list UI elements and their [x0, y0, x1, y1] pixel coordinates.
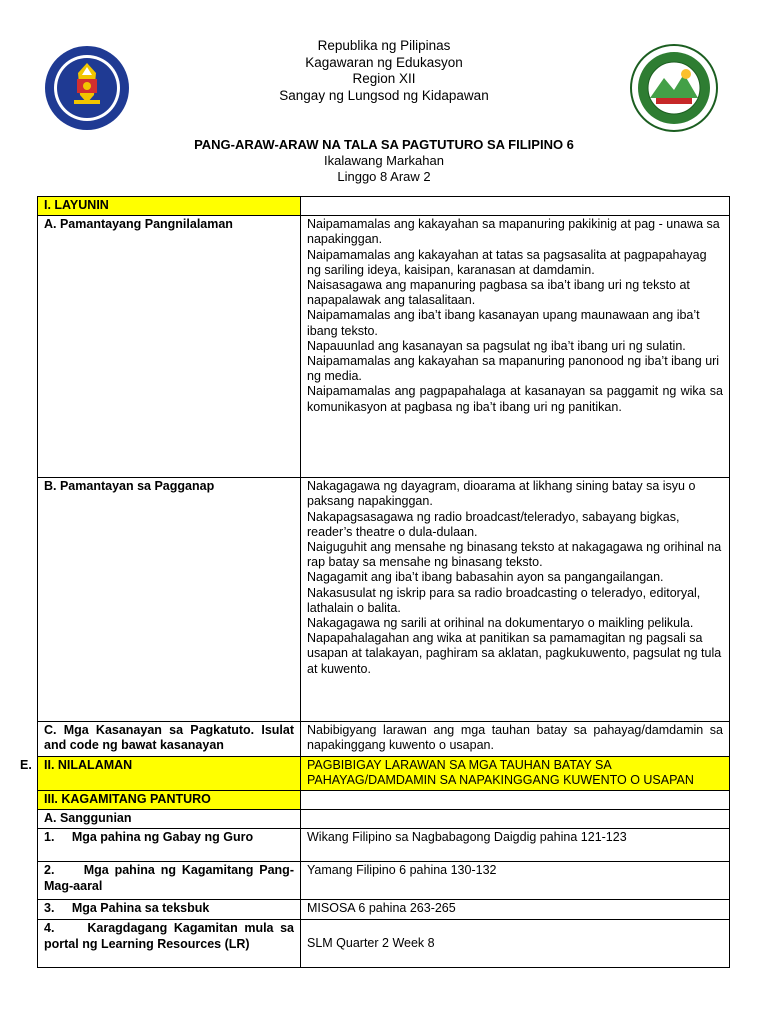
header-line-department: Kagawaran ng Edukasyon [305, 54, 463, 70]
reference-row [38, 900, 730, 920]
reference-value: MISOSA 6 pahina 263-265 [301, 900, 730, 920]
performance-standard-line: Nakagagawa ng sarili at orihinal na dokumentaryo o maikling pelikula. [307, 616, 694, 631]
performance-standard-line: Naiguguhit ang mensahe ng binasang teksto at nakagagawa ng orihinal na rap batay sa mensahe ng binasang teksto. [307, 540, 722, 570]
quarter-label: Ikalawang Markahan [324, 153, 444, 168]
document-title: PANG-ARAW-ARAW NA TALA SA PAGTUTURO SA FILIPINO 6 [194, 137, 574, 152]
reference-value: Yamang Filipino 6 pahina 130-132 [301, 862, 730, 900]
reference-row [38, 829, 730, 862]
reference-label [38, 900, 301, 920]
reference-label [38, 829, 301, 862]
week-day-label: Linggo 8 Araw 2 [337, 169, 431, 184]
kagamitan-heading: III. KAGAMITANG PANTURO [38, 791, 301, 810]
content-standard-line: Naipamamalas ang kakayahan sa mapanuring panonood ng iba’t ibang uri ng media. [307, 354, 720, 384]
content-standard-line: Naipamamalas ang pagpapahalaga at kasanayan sa paggamit ng wika sa komunikasyon at pagbasa ng iba’t ibang uri ng panitikan. [307, 384, 723, 414]
header-line-division: Sangay ng Lungsod ng Kidapawan [279, 87, 489, 103]
reference-label [38, 920, 301, 968]
reference-label-text: Mga Pahina sa teksbuk [71, 901, 210, 916]
content-standard-line: Napauunlad ang kasanayan sa pagsulat ng iba’t ibang uri ng sulatin. [307, 338, 686, 353]
sanggunian-row [38, 810, 730, 829]
nilalaman-heading: II. NILALAMAN [38, 756, 301, 790]
performance-standard-line: Nakasusulat ng iskrip para sa radio broadcasting o teleradyo, editoryal, lathalain o balita. [307, 585, 701, 615]
layunin-row [38, 197, 730, 216]
lesson-plan-table [37, 196, 730, 968]
kagamitan-empty-cell [301, 791, 730, 810]
nilalaman-row [38, 756, 730, 790]
reference-label-text: Mga pahina ng Gabay ng Guro [71, 830, 254, 845]
learning-competency-label: C. Mga Kasanayan sa Pagkatuto. Isulat and code ng bawat kasanayan [38, 722, 301, 756]
content-standard-line: Naipamamalas ang kakayahan sa mapanuring pakikinig at pag - unawa sa napakinggan. [307, 217, 720, 247]
reference-row [38, 862, 730, 900]
reference-label-text: Karagdagang Kagamitan mula sa portal ng Learning Resources (LR) [44, 921, 294, 951]
reference-number: 4. [44, 921, 55, 936]
performance-standard-line: Nagagamit ang iba’t ibang babasahin ayon sa pangangailangan. [307, 570, 664, 585]
nilalaman-text: PAGBIBIGAY LARAWAN SA MGA TAUHAN BATAY SA PAHAYAG/DAMDAMIN SA NAPAKINGGANG KUWENTO O USAPAN [301, 756, 730, 790]
layunin-empty-cell [301, 197, 730, 216]
learning-competency-text: Nabibigyang larawan ang mga tauhan batay sa pahayag/damdamin sa napakinggang kuwento o usapan. [301, 722, 730, 756]
reference-number: 1. [44, 830, 55, 845]
reference-value: SLM Quarter 2 Week 8 [301, 920, 730, 968]
content-standard-line: Naipamamalas ang kakayahan at tatas sa pagsasalita at pagpapahayag ng sariling ideya, kaisipan, karanasan at damdamin. [307, 247, 707, 277]
performance-standard-text [301, 478, 730, 722]
reference-number: 2. [44, 863, 55, 878]
reference-value: Wikang Filipino sa Nagbabagong Daigdig pahina 121-123 [301, 829, 730, 862]
content-standard-text [301, 216, 730, 478]
performance-standard-line: Nakagagawa ng dayagram, dioarama at likhang sining batay sa isyu o paksang napakinggan. [307, 479, 696, 509]
deped-seal-logo [44, 45, 130, 131]
sanggunian-empty-cell [301, 810, 730, 829]
content-standard-label: A. Pamantayang Pangnilalaman [38, 216, 301, 478]
school-header [200, 38, 568, 104]
kagamitan-row [38, 791, 730, 810]
performance-standard-row [38, 478, 730, 722]
reference-row [38, 920, 730, 968]
performance-standard-line: Napapahalagahan ang wika at panitikan sa pamamagitan ng pagsali sa usapan at talakayan, paghiram sa aklatan, pagkukuwento, pagsulat ng tula at kuwento. [307, 631, 722, 676]
header-line-republic: Republika ng Pilipinas [317, 38, 451, 53]
performance-standard-label: B. Pamantayan sa Pagganap [38, 478, 301, 722]
reference-label-text: Mga pahina ng Kagamitang Pang-Mag-aaral [44, 863, 294, 893]
division-seal-logo [630, 44, 718, 132]
layunin-heading: I. LAYUNIN [38, 197, 301, 216]
content-standard-row [38, 216, 730, 478]
learning-competency-row [38, 722, 730, 756]
reference-number: 3. [44, 901, 55, 916]
content-standard-line: Naipamamalas ang iba’t ibang kasanayan upang maunawaan ang iba’t ibang teksto. [307, 308, 700, 338]
header-line-region: Region XII [352, 71, 416, 86]
reference-label [38, 862, 301, 900]
sanggunian-heading: A. Sanggunian [38, 810, 301, 829]
document-title-block [150, 137, 618, 185]
content-standard-line: Naisasagawa ang mapanuring pagbasa sa iba’t ibang uri ng teksto at napapalawak ang talasalitaan. [307, 278, 690, 308]
margin-mark-e: E. [20, 758, 32, 772]
performance-standard-line: Nakapagsasagawa ng radio broadcast/teleradyo, sabayang bigkas, reader’s theatre o dula-dulaan. [307, 509, 680, 539]
